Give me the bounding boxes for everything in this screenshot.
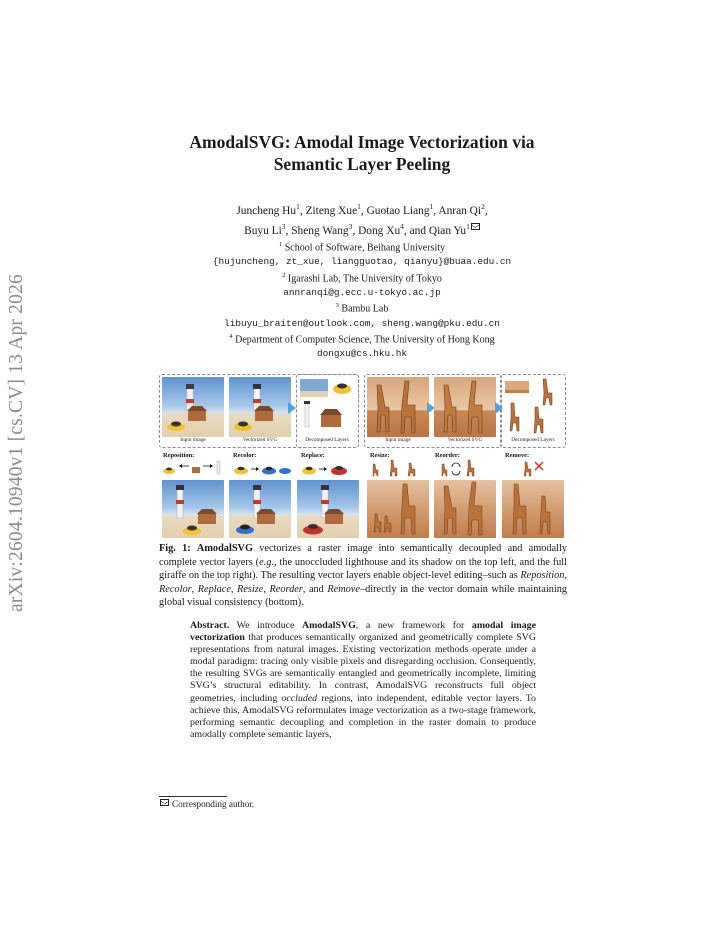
op-remove-label: Remove: — [505, 452, 530, 459]
reposition-result-image — [162, 480, 224, 538]
op-replace-label: Replace: — [301, 452, 325, 459]
author: Dong Xu — [358, 225, 401, 238]
affiliation: $^1$ School of Software, Beihang University — [279, 241, 445, 254]
figure-1 — [159, 374, 567, 540]
abstract-heading: Abstract. — [190, 620, 230, 631]
arrow-right-icon — [495, 402, 503, 414]
author: Buyu Li — [244, 225, 282, 238]
edit-operation-icons — [159, 458, 567, 478]
label-input-image: Input image — [180, 437, 206, 443]
figure-caption: Fig. 1: AmodalSVG vectorizes a raster image into semantically decoupled and amodally complete vector layers (e.g., the unoccluded lighthouse and its shadow on the top left, and the full giraffe on the top right). The resulting vector layers enable object-level editing–such as Reposition, Recolor, Replace, Resize, Reorder, and Remove–directly in the vector domain while maintaining global visual consistency (bottom). — [159, 543, 568, 609]
op-recolor-label: Recolor: — [233, 452, 257, 459]
resize-icons — [373, 460, 415, 476]
replace-result-image — [297, 480, 359, 538]
replace-icons — [302, 466, 347, 475]
author: Guotao Liang — [366, 204, 430, 217]
author: Sheng Wang — [291, 225, 349, 238]
label-vectorized-svg-2: Vectorized SVG — [447, 437, 483, 443]
reposition-icons — [163, 461, 220, 474]
op-reorder-label: Reorder: — [435, 452, 460, 459]
remove-icons — [524, 462, 543, 476]
affiliation: $^2$ Igarashi Lab, The University of Tokyo — [282, 271, 442, 285]
abstract: Abstract. We introduce AmodalSVG, a new framework for amodal image vectorization that produces semantically organized and geometrically complete SVG representations from natural images. Existing vectorization methods operate under a modal paradigm: tracing only visible pixels and disregarding occlusion. Consequently, the resulting SVGs are semantically entangled and geometrically incomplete, limiting SVG’s structural editability. In contrast, AmodalSVG reconstructs full object geometries, including occluded regions, into independent, editable vector layers. To achieve this, AmodalSVG reformulates image vectorization as a two-stage framework, performing semantic decoupling and completion in the raster domain to produce amodally complete semantic layers, — [190, 620, 536, 740]
author: Qian Yu — [428, 225, 467, 238]
affiliation-email: {hujuncheng, zt_xue, liangguotao, qianyu}@buaa.edu.cn — [212, 256, 512, 268]
author: Juncheng Hu — [236, 204, 297, 217]
envelope-icon — [471, 223, 480, 230]
arxiv-identifier: arXiv:2604.10940v1 [cs.CV] 13 Apr 2026 — [6, 274, 27, 612]
affiliations — [120, 238, 604, 361]
giraffe-layers-image — [503, 377, 561, 437]
op-reposition-label: Reposition: — [163, 452, 195, 459]
author-list: Juncheng Hu$^1$, Ziteng Xue$^1$, Guotao Liang$^1$, Anran Qi$^2$, Buyu Li$^3$, Sheng Wang$^3$, Dong Xu$^4$, and Qian Yu$^1$ — [236, 202, 488, 238]
reorder-icons — [442, 460, 474, 476]
giraffe-vectorized-image — [434, 377, 496, 437]
label-input-image-2: Input image — [385, 437, 411, 443]
arrow-right-icon — [288, 402, 296, 414]
op-resize-label: Resize: — [370, 452, 390, 459]
affiliation-email: annranqi@g.ecc.u-tokyo.ac.jp — [283, 286, 441, 298]
affiliation-email: libuyu_braiten@outlook.com, sheng.wang@pku.edu.cn — [224, 317, 500, 329]
lighthouse-input-image — [162, 377, 224, 437]
affiliation: $^3$ Bambu Lab — [335, 302, 389, 315]
reorder-result-image — [434, 480, 496, 538]
label-decomposed-layers-2: Decomposed Layers — [511, 437, 555, 443]
affiliation: $^4$ Department of Computer Science, The University of Hong Kong — [229, 333, 495, 346]
author: Ziteng Xue — [305, 204, 358, 217]
lighthouse-layers-image — [299, 377, 355, 437]
envelope-icon — [160, 799, 169, 806]
giraffe-input-image — [367, 377, 429, 437]
footnote-rule — [159, 796, 227, 797]
lighthouse-vectorized-image — [229, 377, 291, 437]
footnote: Corresponding author. — [159, 799, 254, 809]
paper-title — [120, 131, 604, 175]
resize-result-image — [367, 480, 429, 538]
title-line-2: Semantic Layer Peeling — [273, 154, 451, 174]
recolor-result-image — [229, 480, 291, 538]
affiliation-email: dongxu@cs.hku.hk — [316, 348, 407, 360]
remove-result-image — [502, 480, 564, 538]
label-decomposed-layers: Decomposed Layers — [305, 437, 349, 443]
title-line-1: AmodalSVG: Amodal Image Vectorization via — [189, 132, 535, 152]
recolor-icons — [234, 467, 291, 475]
author: Anran Qi — [438, 204, 482, 217]
label-vectorized-svg: Vectorized SVG — [242, 437, 278, 443]
